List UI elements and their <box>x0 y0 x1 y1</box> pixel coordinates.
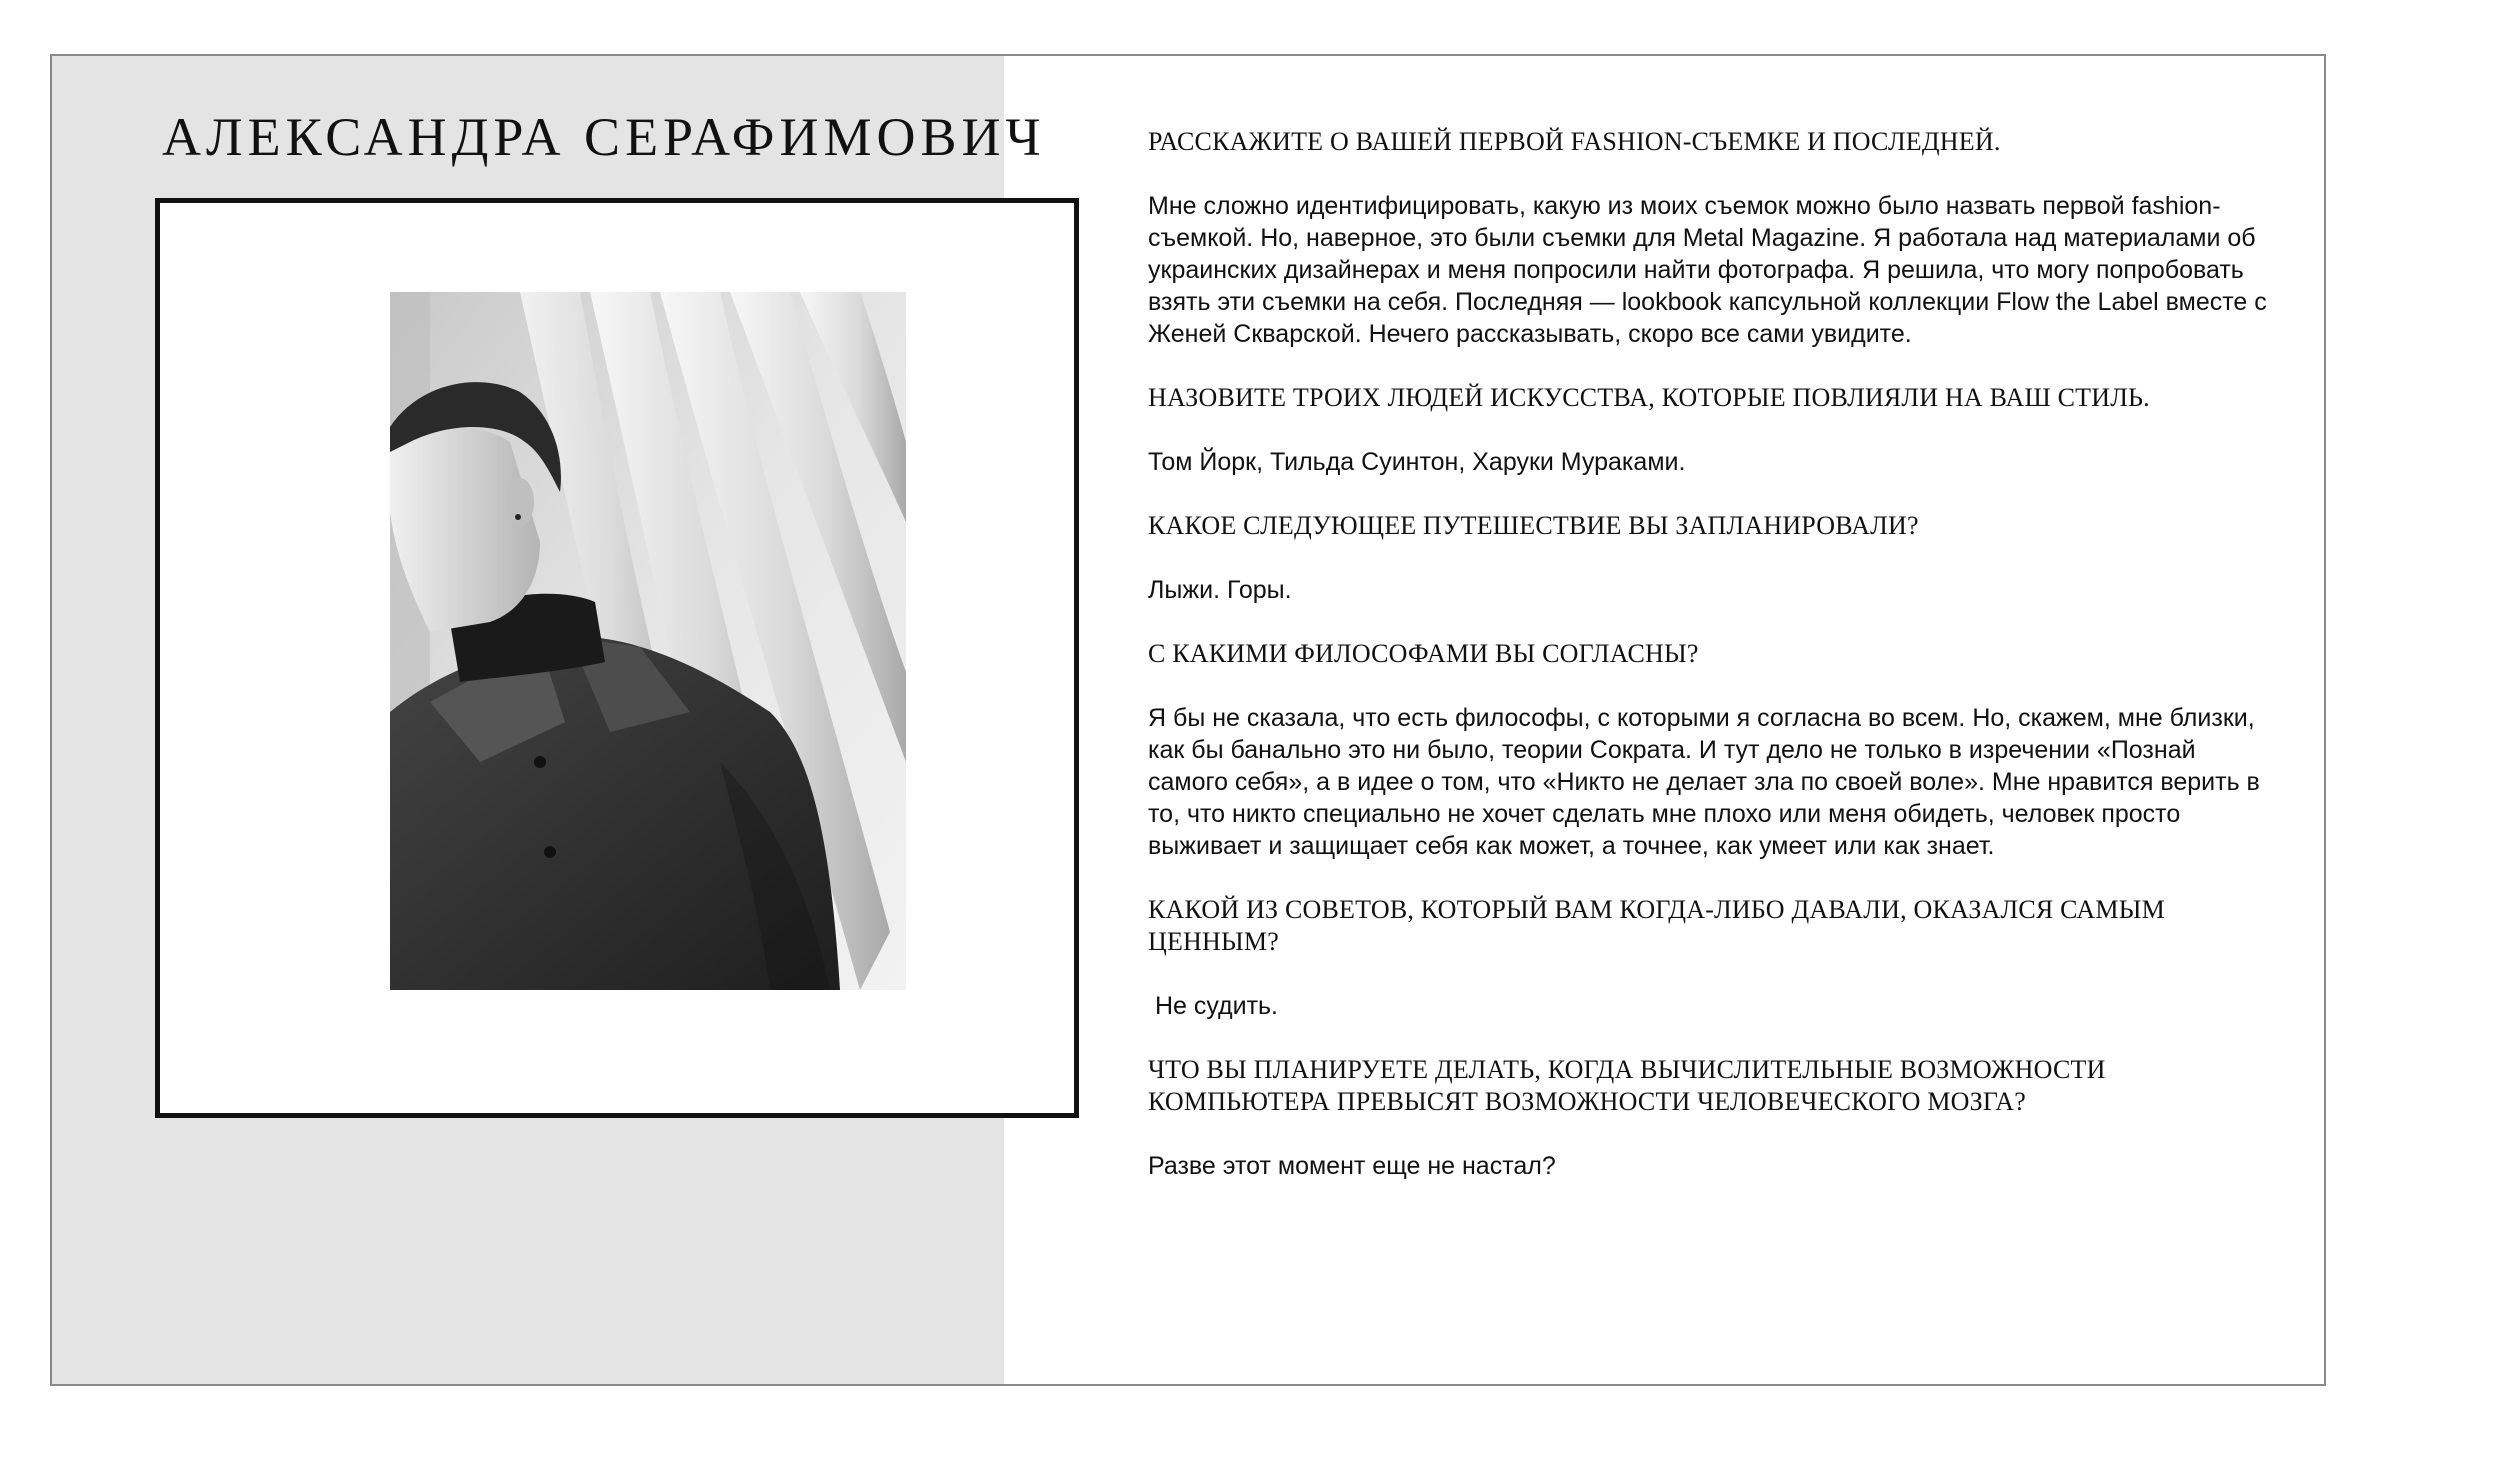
question-6: ЧТО ВЫ ПЛАНИРУЕТЕ ДЕЛАТЬ, КОГДА ВЫЧИСЛИТЕЛЬНЫЕ ВОЗМОЖНОСТИ КОМПЬЮТЕРА ПРЕВЫСЯТ ВОЗМОЖНОСТИ ЧЕЛОВЕЧЕСКОГО МОЗГА? <box>1148 1055 2106 1116</box>
page-title: АЛЕКСАНДРА СЕРАФИМОВИЧ <box>162 107 1046 167</box>
answer-1: Мне сложно идентифицировать, какую из моих съемок можно было назвать первой fashion-съемкой. Но, наверное, это были съемки для Metal Magazine. Я работала над материалами об украинских дизайнерах и меня попросили найти фотографа. Я решила, что могу попробовать взять эти съемки на себя. Последняя — lookbook капсульной коллекции Flow the Label вместе с Женей Скварской. Нечего рассказывать, скоро все сами увидите. <box>1148 192 2267 348</box>
qa-block-2 <box>1148 382 2278 478</box>
answer-3: Лыжи. Горы. <box>1148 576 1292 604</box>
question-2: НАЗОВИТЕ ТРОИХ ЛЮДЕЙ ИСКУССТВА, КОТОРЫЕ ПОВЛИЯЛИ НА ВАШ СТИЛЬ. <box>1148 383 2150 412</box>
answer-4: Я бы не сказала, что есть философы, с которыми я согласна во всем. Но, скажем, мне близки, как бы банально это ни было, теории Сократа. И тут дело не только в изречении «Познай самого себя», а в идее о том, что «Никто не делает зла по своей воле». Мне нравится верить в то, что никто специально не хочет сделать мне плохо или меня обидеть, человек просто выживает и защищает себя как может, а точнее, как умеет или как знает. <box>1148 704 2260 860</box>
qa-block-4 <box>1148 638 2278 862</box>
magazine-spread <box>50 54 2326 1386</box>
portrait-photo <box>390 292 906 990</box>
question-5: КАКОЙ ИЗ СОВЕТОВ, КОТОРЫЙ ВАМ КОГДА-ЛИБО ДАВАЛИ, ОКАЗАЛСЯ САМЫМ ЦЕННЫМ? <box>1148 895 2165 956</box>
qa-block-5 <box>1148 894 2278 1022</box>
answer-6: Разве этот момент еще не настал? <box>1148 1152 1556 1180</box>
photo-frame <box>155 198 1079 1118</box>
interview-column <box>1148 126 2278 1214</box>
question-3: КАКОЕ СЛЕДУЮЩЕЕ ПУТЕШЕСТВИЕ ВЫ ЗАПЛАНИРОВАЛИ? <box>1148 511 1919 540</box>
qa-block-6 <box>1148 1054 2278 1182</box>
answer-5: Не судить. <box>1148 992 1278 1020</box>
question-1: РАССКАЖИТЕ О ВАШЕЙ ПЕРВОЙ FASHION-СЪЕМКЕ И ПОСЛЕДНЕЙ. <box>1148 127 2001 156</box>
qa-block-3 <box>1148 510 2278 606</box>
qa-block-1 <box>1148 126 2278 350</box>
answer-2: Том Йорк, Тильда Суинтон, Харуки Мураками. <box>1148 448 1686 476</box>
question-4: С КАКИМИ ФИЛОСОФАМИ ВЫ СОГЛАСНЫ? <box>1148 639 1699 668</box>
